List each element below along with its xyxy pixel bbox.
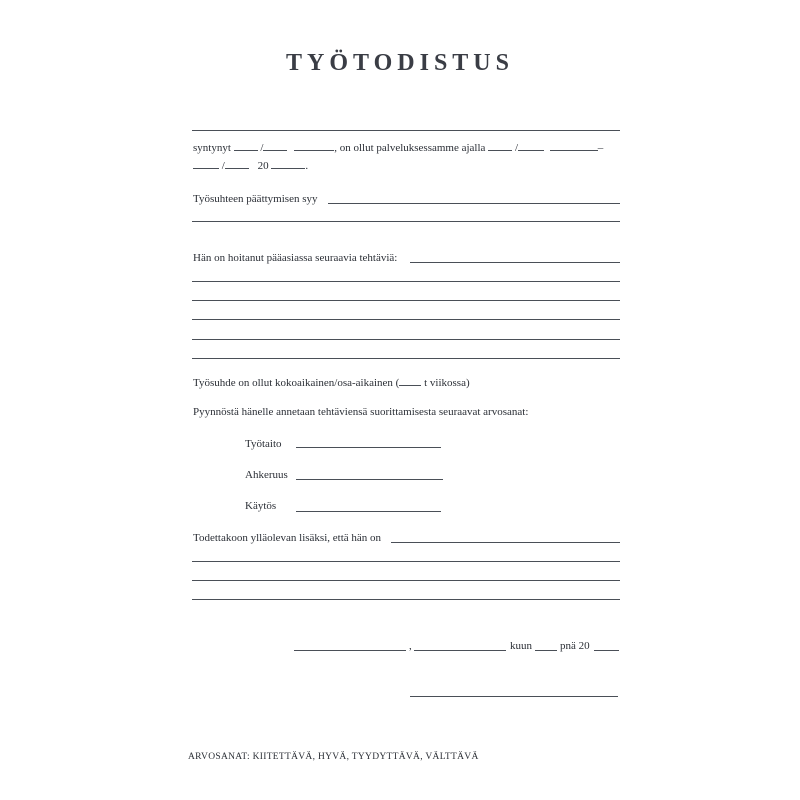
- tasks-label: Hän on hoitanut pääasiassa seuraavia tehtäviä:: [193, 252, 398, 264]
- grade-label-conduct: Käytös: [245, 500, 277, 512]
- tasks-line-2[interactable]: [192, 281, 620, 282]
- tasks-line-4[interactable]: [192, 319, 620, 320]
- start-day-blank[interactable]: [488, 141, 512, 151]
- born-label: syntynyt: [193, 142, 231, 154]
- born-month-blank[interactable]: [263, 141, 287, 151]
- year-label: pnä 20: [560, 640, 590, 652]
- born-period-row: syntynyt / , on ollut palveluksessamme ajalla / –: [193, 142, 604, 154]
- termination-line-1[interactable]: [328, 203, 620, 204]
- end-year-prefix: 20: [257, 160, 269, 172]
- additional-line-3[interactable]: [192, 580, 620, 581]
- additional-line-1[interactable]: [391, 542, 620, 543]
- place-date-comma: ,: [409, 640, 412, 652]
- born-day-blank[interactable]: [234, 141, 258, 151]
- year-line[interactable]: [594, 650, 619, 651]
- end-year-blank[interactable]: [271, 159, 305, 169]
- tasks-line-5[interactable]: [192, 339, 620, 340]
- month-line[interactable]: [535, 650, 557, 651]
- tasks-line-6[interactable]: [192, 358, 620, 359]
- grade-conduct-line[interactable]: [296, 511, 441, 512]
- grade-label-skill: Työtaito: [245, 438, 282, 450]
- place-line[interactable]: [294, 650, 406, 651]
- termination-label: Työsuhteen päättymisen syy: [193, 193, 318, 205]
- additional-label: Todettakoon ylläolevan lisäksi, että hän on: [193, 532, 382, 544]
- document-title: TYÖTODISTUS: [286, 50, 514, 76]
- employment-type-text: Työsuhde on ollut kokoaikainen/osa-aikainen (: [193, 377, 400, 389]
- hours-per-week-blank[interactable]: [399, 376, 421, 386]
- day-line[interactable]: [414, 650, 506, 651]
- additional-line-2[interactable]: [192, 561, 620, 562]
- start-year-blank[interactable]: [550, 141, 598, 151]
- period-end-row: / 20 .: [193, 159, 308, 173]
- start-month-blank[interactable]: [518, 141, 544, 151]
- grades-footer: ARVOSANAT: KIITETTÄVÄ, HYVÄ, TYYDYTTÄVÄ, VÄLTTÄVÄ: [188, 752, 479, 762]
- signature-line[interactable]: [410, 696, 618, 697]
- additional-line-4[interactable]: [192, 599, 620, 600]
- month-label: kuun: [510, 640, 532, 652]
- termination-line-2[interactable]: [192, 221, 620, 222]
- tasks-line-1[interactable]: [410, 262, 620, 263]
- tasks-line-3[interactable]: [192, 300, 620, 301]
- end-month-blank[interactable]: [225, 159, 249, 169]
- name-line[interactable]: [192, 130, 620, 131]
- employment-type-suffix: t viikossa): [421, 377, 470, 389]
- grade-diligence-line[interactable]: [296, 479, 443, 480]
- born-year-blank[interactable]: [294, 141, 334, 151]
- grade-skill-line[interactable]: [296, 447, 441, 448]
- grade-label-diligence: Ahkeruus: [245, 469, 288, 481]
- grades-intro: Pyynnöstä hänelle annetaan tehtäviensä suorittamisesta seuraavat arvosanat:: [193, 406, 529, 418]
- period-label: , on ollut palveluksessamme ajalla: [334, 142, 486, 154]
- employment-type-row: [193, 376, 470, 390]
- end-day-blank[interactable]: [193, 159, 219, 169]
